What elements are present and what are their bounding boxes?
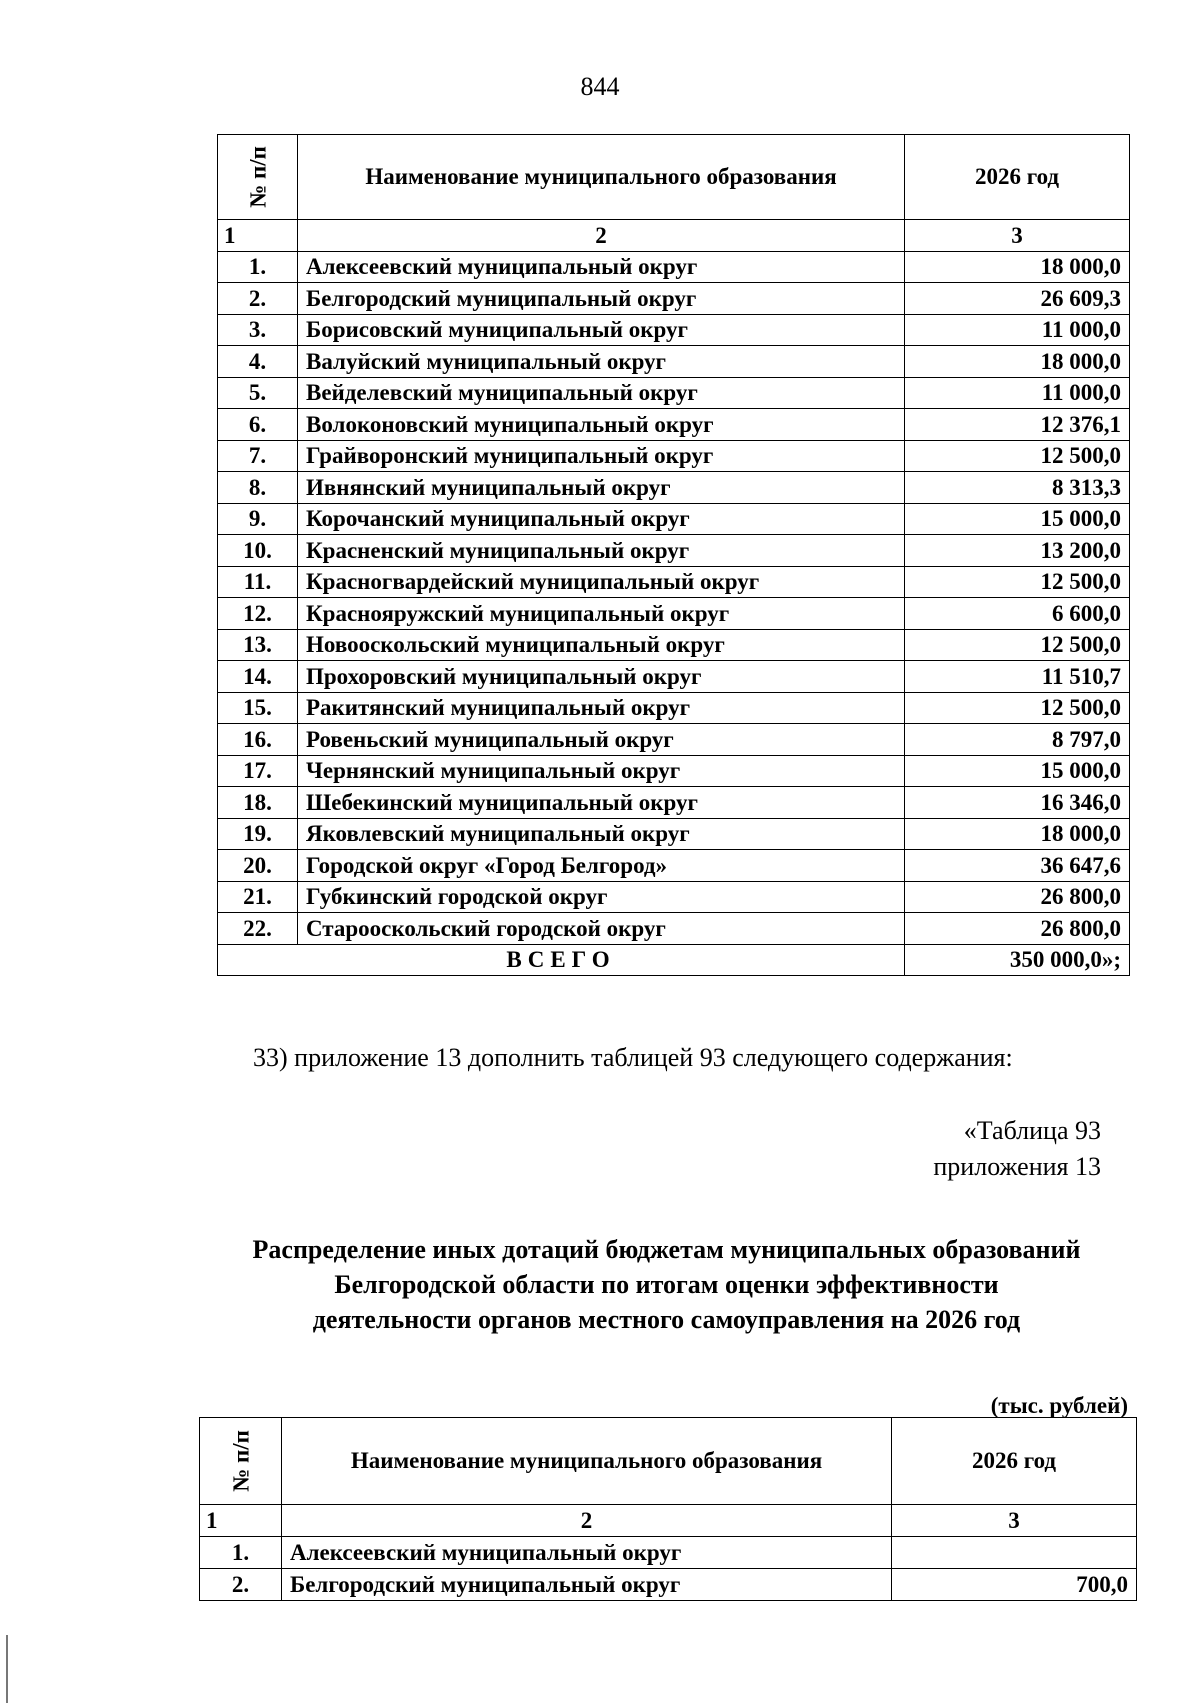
table-1-header-row: [218, 135, 1130, 220]
table-row: [218, 472, 1130, 504]
table-row: [218, 850, 1130, 882]
row-name-cell: Новооскольский муниципальный округ: [298, 629, 905, 661]
table-row: [218, 440, 1130, 472]
table-row: [218, 755, 1130, 787]
row-value-cell: 12 376,1: [905, 409, 1130, 441]
row-name-cell: Ракитянский муниципальный округ: [298, 692, 905, 724]
scan-margin-mark: [6, 1635, 8, 1703]
row-number-cell: 18.: [218, 787, 298, 819]
table-2-body: [200, 1418, 1137, 1601]
header-number-cell: [218, 135, 298, 220]
table-row: [218, 598, 1130, 630]
row-number-cell: 6.: [218, 409, 298, 441]
table-row: [218, 881, 1130, 913]
table-row: [218, 913, 1130, 945]
table-row: [200, 1537, 1137, 1569]
table-row: [218, 692, 1130, 724]
table-row: [218, 283, 1130, 315]
table-row: [218, 409, 1130, 441]
row-number-cell: 22.: [218, 913, 298, 945]
total-row: [218, 944, 1130, 976]
row-value-cell: 13 200,0: [905, 535, 1130, 567]
header-name-cell: Наименование муниципального образования: [282, 1418, 892, 1505]
amendment-paragraph: 33) приложение 13 дополнить таблицей 93 следующего содержания:: [253, 1043, 1013, 1072]
row-name-cell: Вейделевский муниципальный округ: [298, 377, 905, 409]
row-number-cell: 2.: [200, 1569, 282, 1601]
row-name-cell: Городской округ «Город Белгород»: [298, 850, 905, 882]
header-number-label: № п/п: [245, 146, 270, 208]
row-value-cell: 15 000,0: [905, 755, 1130, 787]
row-name-cell: Ивнянский муниципальный округ: [298, 472, 905, 504]
table-row: [218, 377, 1130, 409]
row-value-cell: 11 510,7: [905, 661, 1130, 693]
table-row: [218, 661, 1130, 693]
row-value-cell: 12 500,0: [905, 692, 1130, 724]
row-number-cell: 13.: [218, 629, 298, 661]
total-value: 350 000,0»;: [905, 944, 1130, 976]
document-title-line-1: Распределение иных дотаций бюджетам муниципальных образований: [252, 1235, 1081, 1264]
column-number-2: 2: [282, 1505, 892, 1537]
row-name-cell: Борисовский муниципальный округ: [298, 314, 905, 346]
row-value-cell: 8 313,3: [905, 472, 1130, 504]
row-number-cell: 4.: [218, 346, 298, 378]
table-row: [218, 566, 1130, 598]
header-number-label: № п/п: [228, 1430, 253, 1492]
table-row: [218, 535, 1130, 567]
header-year-cell: 2026 год: [892, 1418, 1137, 1505]
row-name-cell: Корочанский муниципальный округ: [298, 503, 905, 535]
row-value-cell: 12 500,0: [905, 629, 1130, 661]
row-name-cell: Старооскольский городской округ: [298, 913, 905, 945]
row-value-cell: 15 000,0: [905, 503, 1130, 535]
table-1-body: [218, 135, 1130, 976]
row-value-cell: 26 609,3: [905, 283, 1130, 315]
row-number-cell: 8.: [218, 472, 298, 504]
row-name-cell: Яковлевский муниципальный округ: [298, 818, 905, 850]
row-value-cell: 18 000,0: [905, 818, 1130, 850]
row-name-cell: Ровеньский муниципальный округ: [298, 724, 905, 756]
row-number-cell: 9.: [218, 503, 298, 535]
row-name-cell: Алексеевский муниципальный округ: [282, 1537, 892, 1569]
row-number-cell: 3.: [218, 314, 298, 346]
table-2-header-row: [200, 1418, 1137, 1505]
table-row: [218, 251, 1130, 283]
distribution-table-2: [199, 1417, 1137, 1601]
table-row: [218, 503, 1130, 535]
row-value-cell: 11 000,0: [905, 314, 1130, 346]
row-number-cell: 17.: [218, 755, 298, 787]
row-number-cell: 1.: [218, 251, 298, 283]
row-name-cell: Прохоровский муниципальный округ: [298, 661, 905, 693]
row-name-cell: Грайворонский муниципальный округ: [298, 440, 905, 472]
table-row: [200, 1569, 1137, 1601]
document-title-line-3: деятельности органов местного самоуправления на 2026 год: [312, 1305, 1021, 1334]
row-number-cell: 19.: [218, 818, 298, 850]
row-number-cell: 21.: [218, 881, 298, 913]
row-number-cell: 20.: [218, 850, 298, 882]
row-value-cell: 26 800,0: [905, 913, 1130, 945]
row-value-cell: 26 800,0: [905, 881, 1130, 913]
table-caption-line-2: приложения 13: [933, 1152, 1101, 1181]
table-row: [218, 787, 1130, 819]
table-row: [218, 346, 1130, 378]
row-name-cell: Краснояружский муниципальный округ: [298, 598, 905, 630]
row-number-cell: 1.: [200, 1537, 282, 1569]
row-name-cell: Белгородский муниципальный округ: [282, 1569, 892, 1601]
table-row: [218, 314, 1130, 346]
column-number-2: 2: [298, 220, 905, 252]
table-caption: [933, 1113, 1101, 1185]
units-label: (тыс. рублей): [990, 1393, 1128, 1418]
row-number-cell: 14.: [218, 661, 298, 693]
row-number-cell: 5.: [218, 377, 298, 409]
header-name-cell: Наименование муниципального образования: [298, 135, 905, 220]
row-number-cell: 12.: [218, 598, 298, 630]
row-number-cell: 16.: [218, 724, 298, 756]
row-value-cell: 18 000,0: [905, 251, 1130, 283]
header-number-cell: [200, 1418, 282, 1505]
row-name-cell: Валуйский муниципальный округ: [298, 346, 905, 378]
row-name-cell: Красногвардейский муниципальный округ: [298, 566, 905, 598]
table-caption-line-1: «Таблица 93: [963, 1116, 1101, 1145]
document-title-line-2: Белгородской области по итогам оценки эффективности: [334, 1270, 999, 1299]
row-value-cell: 700,0: [892, 1569, 1137, 1601]
table-row: [218, 724, 1130, 756]
row-number-cell: 7.: [218, 440, 298, 472]
row-number-cell: 10.: [218, 535, 298, 567]
row-name-cell: Чернянский муниципальный округ: [298, 755, 905, 787]
total-label: ВСЕГО: [218, 944, 905, 976]
row-number-cell: 11.: [218, 566, 298, 598]
column-number-1: 1: [218, 220, 298, 252]
table-row: [218, 818, 1130, 850]
row-value-cell: 8 797,0: [905, 724, 1130, 756]
column-number-3: 3: [905, 220, 1130, 252]
row-value-cell: 18 000,0: [905, 346, 1130, 378]
row-value-cell: 16 346,0: [905, 787, 1130, 819]
row-value-cell: 11 000,0: [905, 377, 1130, 409]
row-value-cell: 12 500,0: [905, 440, 1130, 472]
row-name-cell: Волоконовский муниципальный округ: [298, 409, 905, 441]
table-row: [218, 629, 1130, 661]
row-name-cell: Красненский муниципальный округ: [298, 535, 905, 567]
column-number-3: 3: [892, 1505, 1137, 1537]
row-name-cell: Алексеевский муниципальный округ: [298, 251, 905, 283]
header-year-cell: 2026 год: [905, 135, 1130, 220]
page-number: 844: [580, 72, 620, 101]
row-value-cell: [892, 1537, 1137, 1569]
row-number-cell: 15.: [218, 692, 298, 724]
table-1-column-numbers-row: [218, 220, 1130, 252]
row-name-cell: Губкинский городской округ: [298, 881, 905, 913]
row-name-cell: Белгородский муниципальный округ: [298, 283, 905, 315]
table-2-column-numbers-row: [200, 1505, 1137, 1537]
row-name-cell: Шебекинский муниципальный округ: [298, 787, 905, 819]
column-number-1: 1: [200, 1505, 282, 1537]
distribution-table-1: [217, 134, 1130, 976]
row-value-cell: 36 647,6: [905, 850, 1130, 882]
row-number-cell: 2.: [218, 283, 298, 315]
row-value-cell: 6 600,0: [905, 598, 1130, 630]
document-title: [0, 1232, 1200, 1337]
row-value-cell: 12 500,0: [905, 566, 1130, 598]
